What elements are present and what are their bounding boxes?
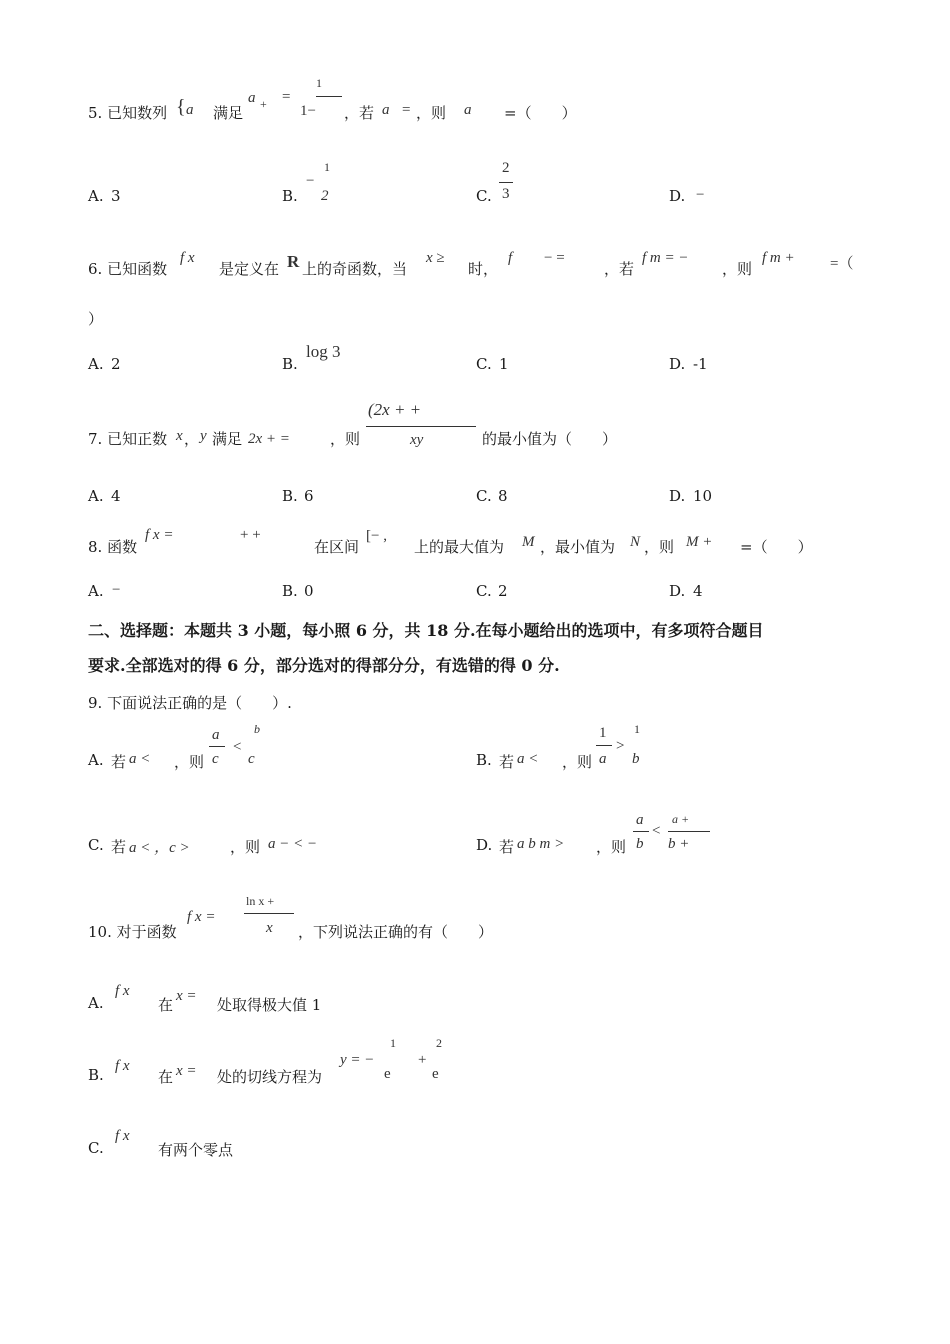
q10-option-c-text: 有两个零点 bbox=[158, 1141, 234, 1159]
q6-option-a-value: 2 bbox=[111, 355, 121, 373]
q9-option-d-num2: a + bbox=[672, 812, 690, 826]
q9-option-c-cond: a < ，c > bbox=[129, 840, 190, 856]
q5-ask-a: a bbox=[464, 102, 472, 118]
q10-option-b-xeq: x = bbox=[176, 1063, 197, 1079]
q10-option-c-label: C. bbox=[88, 1139, 104, 1157]
q9-option-a-label: A. bbox=[88, 751, 104, 769]
q10-frac-bar bbox=[244, 913, 294, 914]
q5-option-c-label: C. bbox=[476, 187, 492, 205]
q8-option-c-label: C. bbox=[476, 582, 492, 600]
q6-f1rest: − = bbox=[544, 250, 565, 266]
q10-option-c-fx: f x bbox=[115, 1128, 130, 1144]
q9-option-d-den: b bbox=[636, 836, 644, 852]
q7-cond: 2x + = bbox=[248, 431, 290, 447]
q6-stem: 6. 已知函数 bbox=[88, 260, 168, 278]
q8-N: N bbox=[630, 534, 641, 550]
q9-option-a-den: c bbox=[212, 751, 219, 767]
q9-option-c-label: C. bbox=[88, 836, 104, 854]
q7-option-d-value: 10 bbox=[693, 487, 713, 505]
q5-brace: { bbox=[176, 96, 186, 118]
q10-option-b-eq: y = − bbox=[340, 1052, 375, 1068]
q5-frac-den: 1− bbox=[300, 103, 316, 119]
q9-option-d-num: a bbox=[636, 812, 644, 828]
q6-close: ） bbox=[88, 310, 104, 328]
q8-max-text: 上的最大值为 bbox=[414, 538, 505, 556]
q10-stem: 10. 对于函数 bbox=[88, 923, 177, 941]
q9-option-a-ze: ，则 bbox=[174, 753, 205, 771]
q9-option-b-num: 1 bbox=[599, 725, 607, 741]
q9-option-b-bar bbox=[596, 745, 612, 746]
q5-option-b-minus: − bbox=[306, 173, 315, 189]
q6-odd: 上的奇函数，当 bbox=[302, 260, 408, 278]
q5-option-a-value: 3 bbox=[111, 187, 121, 205]
q6-xge: x ≥ bbox=[426, 250, 445, 266]
q6-fm1: f m + bbox=[762, 250, 795, 266]
q6-option-d-label: D. bbox=[669, 355, 686, 373]
q10-fx: f x = bbox=[187, 909, 216, 925]
q8-option-d-value: 4 bbox=[693, 582, 703, 600]
q7-satisfies: 满足 bbox=[212, 430, 243, 448]
q5-ruo: ，若 bbox=[344, 104, 375, 122]
q7-option-a-label: A. bbox=[88, 487, 104, 505]
q5-cond-eq: = bbox=[402, 102, 411, 118]
q7-option-c-value: 8 bbox=[498, 487, 508, 505]
q6-eq: =（ bbox=[830, 256, 854, 272]
q10-option-b-fx: f x bbox=[115, 1058, 130, 1074]
q10-option-b-n1: 1 bbox=[390, 1036, 396, 1050]
q7-option-b-value: 6 bbox=[304, 487, 314, 505]
q7-y: y bbox=[200, 428, 207, 444]
q10-option-a-at: 在 bbox=[158, 996, 174, 1014]
q10-option-a-label: A. bbox=[88, 994, 104, 1012]
q5-frac-bar bbox=[316, 96, 342, 97]
q9-option-c-ze: ，则 bbox=[230, 838, 261, 856]
q6-option-c-label: C. bbox=[476, 355, 492, 373]
q7-ze: ，则 bbox=[330, 430, 361, 448]
q5-option-b-num: 1 bbox=[324, 160, 330, 174]
q6-option-c-value: 1 bbox=[499, 355, 509, 373]
q7-den: xy bbox=[410, 432, 424, 448]
q9-option-b-num2: 1 bbox=[634, 722, 640, 736]
q6-fx: f x bbox=[180, 250, 195, 266]
q7-tail: 的最小值为（ ） bbox=[482, 430, 618, 448]
q9-option-b-ruo: 若 bbox=[499, 753, 515, 771]
q5-satisfies: 满足 bbox=[213, 104, 244, 122]
q9-option-d-label: D. bbox=[476, 836, 493, 854]
q10-den: x bbox=[266, 920, 273, 936]
section-2-line-2: 要求.全部选对的得 6 分，部分选对的得部分分，有选错的得 0 分. bbox=[88, 656, 560, 675]
q9-option-a-rel: < bbox=[233, 739, 242, 755]
q9-option-a-num2: b bbox=[254, 722, 260, 736]
q8-option-b-label: B. bbox=[282, 582, 298, 600]
q5-rec-eq: = bbox=[282, 89, 291, 105]
q10-option-b-e1: e bbox=[384, 1066, 391, 1082]
q8-sum: M + bbox=[686, 534, 713, 550]
q10-option-b-text: 处的切线方程为 bbox=[217, 1068, 323, 1086]
q5-option-b-label: B. bbox=[282, 187, 298, 205]
q6-option-b-value: log 3 bbox=[306, 342, 341, 361]
q5-seq: a bbox=[186, 102, 194, 118]
q8-ze: ，则 bbox=[644, 538, 675, 556]
q10-option-b-label: B. bbox=[88, 1066, 104, 1084]
q5-stem: 5. 已知数列 bbox=[88, 104, 168, 122]
q5-option-c-bar bbox=[499, 182, 513, 183]
q5-option-c-num: 2 bbox=[502, 160, 510, 176]
q9-option-b-rel: > bbox=[616, 738, 625, 754]
q8-interval-label: 在区间 bbox=[314, 538, 360, 556]
q5-rec-lhs: a bbox=[248, 90, 256, 106]
section-2-line-1: 二、选择题：本题共 3 小题，每小照 6 分，共 18 分.在每小题给出的选项中，有多项符合题目 bbox=[88, 621, 764, 640]
q9-option-c-concl: a − < − bbox=[268, 836, 318, 852]
q9-option-b-label: B. bbox=[476, 751, 492, 769]
q8-interval: [− , bbox=[366, 528, 387, 544]
q9-option-a-den2: c bbox=[248, 751, 255, 767]
q10-option-a-text: 处取得极大值 1 bbox=[217, 996, 322, 1014]
q9-option-b-ze: ，则 bbox=[562, 753, 593, 771]
q7-comma: ， bbox=[184, 430, 200, 448]
q7-option-b-label: B. bbox=[282, 487, 298, 505]
q9-option-b-cond: a < bbox=[517, 751, 539, 767]
q8-option-a-label: A. bbox=[88, 582, 104, 600]
q10-option-a-xeq: x = bbox=[176, 988, 197, 1004]
q6-option-b-label: B. bbox=[282, 355, 298, 373]
q7-stem: 7. 已知正数 bbox=[88, 430, 168, 448]
q8-stem: 8. 函数 bbox=[88, 538, 138, 556]
q9-option-d-bar bbox=[633, 831, 649, 832]
q10-option-b-n2: 2 bbox=[436, 1036, 442, 1050]
q8-eq: =（ ） bbox=[740, 538, 813, 556]
q6-fm: f m = − bbox=[642, 250, 689, 266]
q7-option-d-label: D. bbox=[669, 487, 686, 505]
q10-option-b-e2: e bbox=[432, 1066, 439, 1082]
q7-option-a-value: 4 bbox=[111, 487, 121, 505]
q9-option-b-den: a bbox=[599, 751, 607, 767]
q5-option-d-label: D. bbox=[669, 187, 686, 205]
q6-shi: 时， bbox=[468, 260, 499, 278]
q8-option-d-label: D. bbox=[669, 582, 686, 600]
q9-option-c-ruo: 若 bbox=[111, 838, 127, 856]
q7-num: (2x + + bbox=[368, 400, 422, 419]
q9-option-d-bar2 bbox=[668, 831, 710, 832]
q8-option-c-value: 2 bbox=[498, 582, 508, 600]
q9-option-d-rel: < bbox=[652, 823, 661, 839]
q5-option-b-den: 2 bbox=[321, 188, 329, 204]
q6-option-d-value: -1 bbox=[693, 355, 708, 373]
q5-option-d-value: − bbox=[696, 187, 705, 203]
q8-option-b-value: 0 bbox=[304, 582, 314, 600]
q8-M: M bbox=[522, 534, 535, 550]
q5-ze: ，则 bbox=[416, 104, 447, 122]
q9-option-a-bar bbox=[209, 746, 225, 747]
q9-option-d-cond: a b m > bbox=[517, 836, 565, 852]
q5-ask-eq: =（ ） bbox=[504, 104, 577, 122]
q9-option-d-ze: ，则 bbox=[596, 838, 627, 856]
q10-option-b-plus: + bbox=[418, 1052, 427, 1068]
q6-ruo: ，若 bbox=[604, 260, 635, 278]
q6-f1: f bbox=[508, 250, 513, 266]
q9-option-a-ruo: 若 bbox=[111, 753, 127, 771]
q9-stem: 9. 下面说法正确的是（ ）. bbox=[88, 694, 292, 712]
q10-tail: ，下列说法正确的有（ ） bbox=[298, 923, 494, 941]
q8-rest: + + bbox=[240, 527, 261, 543]
q10-option-a-fx: f x bbox=[115, 983, 130, 999]
q9-option-d-den2: b + bbox=[668, 836, 690, 852]
q8-fx: f x = bbox=[145, 527, 174, 543]
q10-option-b-at: 在 bbox=[158, 1068, 174, 1086]
q8-min-text: ，最小值为 bbox=[540, 538, 616, 556]
q5-option-a-label: A. bbox=[88, 187, 104, 205]
q5-cond-a: a bbox=[382, 102, 390, 118]
q10-num: ln x + bbox=[246, 894, 275, 908]
q6-ze: ，则 bbox=[722, 260, 753, 278]
q7-frac-bar bbox=[366, 426, 476, 427]
q6-R: R bbox=[287, 252, 300, 271]
q6-defined: 是定义在 bbox=[219, 260, 280, 278]
q5-option-c-den: 3 bbox=[502, 186, 510, 202]
q6-option-a-label: A. bbox=[88, 355, 104, 373]
q9-option-a-num: a bbox=[212, 727, 220, 743]
q5-rec-sub: + bbox=[260, 97, 267, 111]
q8-option-a-value: − bbox=[112, 582, 121, 598]
q9-option-d-ruo: 若 bbox=[499, 838, 515, 856]
q5-frac-num: 1 bbox=[316, 76, 322, 90]
q7-option-c-label: C. bbox=[476, 487, 492, 505]
q9-option-a-cond: a < bbox=[129, 751, 151, 767]
q7-x: x bbox=[176, 428, 183, 444]
q9-option-b-den2: b bbox=[632, 751, 640, 767]
